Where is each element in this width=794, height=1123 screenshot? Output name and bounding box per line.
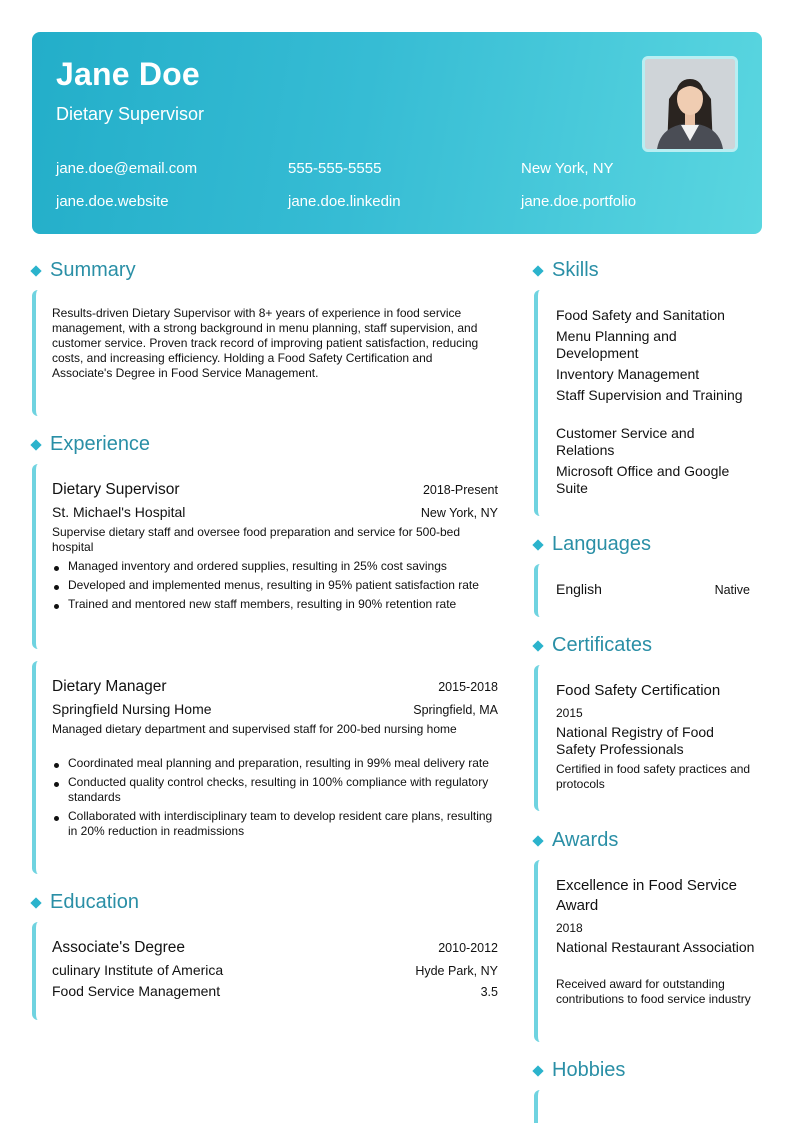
contact-website[interactable]: jane.doe.website	[56, 193, 169, 210]
profile-photo	[642, 56, 738, 152]
resume-header	[32, 32, 762, 234]
certificate-item	[534, 665, 758, 811]
award-year: 2018	[556, 921, 583, 935]
skills-heading	[534, 259, 599, 282]
experience-item	[32, 661, 498, 874]
summary-text: Results-driven Dietary Supervisor with 8+ years of experience in food service management, with a strong background in menu planning, staff supervision, and customer service. Proven track record of improving patient satisfaction, reducing costs, and increasing efficiency. Holding a Food Safety Certification and Associate's Degree in Food Service Management.	[52, 306, 479, 380]
job-bullet: Managed inventory and ordered supplies, resulting in 25% cost savings	[52, 559, 498, 574]
certificate-title: Food Safety Certification	[556, 682, 721, 699]
hobbies-block	[534, 1090, 758, 1123]
contact-phone[interactable]: 555-555-5555	[288, 160, 382, 177]
education-dates: 2010-2012	[438, 941, 498, 955]
job-title-row	[52, 481, 498, 499]
gpa: 3.5	[480, 985, 498, 999]
job-bullet: Collaborated with interdisciplinary team to develop resident care plans, resulting in 20% reduction in readmissions	[52, 809, 498, 839]
field-of-study: Food Service Management	[52, 983, 221, 999]
language-name: English	[556, 581, 602, 597]
diamond-bullet-icon	[30, 897, 41, 908]
degree-row	[52, 939, 498, 957]
job-bullet: Trained and mentored new staff members, resulting in 90% retention rate	[52, 597, 498, 612]
award-issuer: National Restaurant Association	[556, 939, 755, 955]
contact-linkedin[interactable]: jane.doe.linkedin	[288, 193, 401, 210]
section-title: Skills	[552, 259, 599, 281]
job-dates: 2015-2018	[438, 680, 498, 694]
job-bullets	[52, 559, 498, 616]
job-bullet: Conducted quality control checks, resulting in 100% compliance with regulatory standards	[52, 775, 498, 805]
field-row	[52, 983, 498, 999]
job-description: Supervise dietary staff and oversee food preparation and service for 500-bed hospital	[52, 525, 461, 554]
education-heading	[32, 891, 139, 914]
job-description: Managed dietary department and supervised staff for 200-bed nursing home	[52, 722, 457, 736]
diamond-bullet-icon	[532, 539, 543, 550]
certificate-issuer: National Registry of Food Safety Professionals	[556, 724, 714, 757]
section-title: Certificates	[552, 634, 653, 656]
school: culinary Institute of America	[52, 962, 224, 978]
section-title: Education	[50, 891, 139, 913]
job-bullets	[52, 756, 498, 843]
candidate-name: Jane Doe	[56, 56, 200, 92]
job-title: Dietary Supervisor	[52, 481, 180, 498]
diamond-bullet-icon	[30, 265, 41, 276]
diamond-bullet-icon	[532, 1065, 543, 1076]
award-description: Received award for outstanding contributions to food service industry	[556, 977, 751, 1006]
languages-block	[534, 564, 758, 617]
contact-portfolio[interactable]: jane.doe.portfolio	[521, 193, 637, 210]
job-title-row	[52, 678, 498, 696]
job-company-row	[52, 504, 498, 520]
experience-heading	[32, 433, 150, 456]
skill-item: Inventory Management	[556, 366, 700, 382]
school-location: Hyde Park, NY	[415, 964, 498, 978]
profile-photo-image	[645, 59, 735, 149]
contact-location: New York, NY	[521, 160, 614, 177]
certificate-year: 2015	[556, 706, 583, 720]
job-bullet: Coordinated meal planning and preparation, resulting in 99% meal delivery rate	[52, 756, 498, 771]
skill-item: Food Safety and Sanitation	[556, 307, 725, 323]
diamond-bullet-icon	[532, 835, 543, 846]
skill-item: Menu Planning and Development	[556, 328, 677, 361]
school-row	[52, 962, 498, 978]
diamond-bullet-icon	[30, 439, 41, 450]
skill-item: Microsoft Office and Google Suite	[556, 463, 730, 496]
summary-heading	[32, 259, 136, 282]
section-title: Summary	[50, 259, 136, 281]
section-title: Languages	[552, 533, 651, 555]
experience-item	[32, 464, 498, 649]
summary-block	[32, 290, 498, 416]
hobbies-heading	[534, 1059, 625, 1082]
section-title: Experience	[50, 433, 151, 455]
job-company: Springfield Nursing Home	[52, 701, 212, 717]
job-bullet: Developed and implemented menus, resulting in 95% patient satisfaction rate	[52, 578, 498, 593]
certificates-heading	[534, 634, 652, 657]
language-row	[556, 581, 750, 597]
languages-heading	[534, 533, 651, 556]
certificate-description: Certified in food safety practices and protocols	[556, 762, 751, 791]
job-location: New York, NY	[420, 506, 498, 520]
section-title: Hobbies	[552, 1059, 626, 1081]
awards-heading	[534, 829, 618, 852]
diamond-bullet-icon	[532, 640, 543, 651]
contact-email[interactable]: jane.doe@email.com	[56, 160, 198, 177]
job-company: St. Michael's Hospital	[52, 504, 186, 520]
job-company-row	[52, 701, 498, 717]
skill-item: Staff Supervision and Training	[556, 387, 743, 403]
award-title: Excellence in Food Service Award	[556, 877, 737, 914]
language-level: Native	[714, 583, 750, 597]
degree: Associate's Degree	[52, 939, 186, 956]
diamond-bullet-icon	[532, 265, 543, 276]
education-item	[32, 922, 498, 1020]
skills-block	[534, 290, 758, 516]
candidate-title: Dietary Supervisor	[56, 104, 205, 124]
section-title: Awards	[552, 829, 619, 851]
job-dates: 2018-Present	[422, 483, 498, 497]
award-item	[534, 860, 758, 1042]
skill-item: Customer Service and Relations	[556, 425, 695, 458]
job-location: Springfield, MA	[413, 703, 498, 717]
job-title: Dietary Manager	[52, 678, 167, 695]
